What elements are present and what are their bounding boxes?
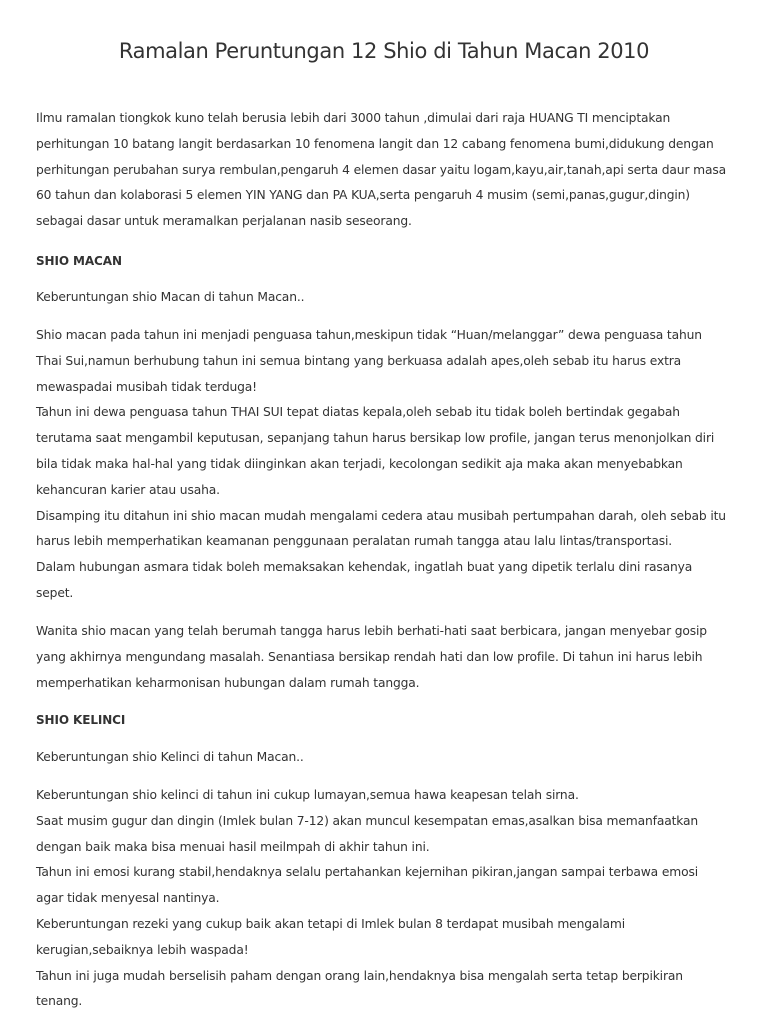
paragraph-line: Keberuntungan shio kelinci di tahun ini cukup lumayan,semua hawa keapesan telah sirna.	[36, 788, 579, 802]
paragraph-line: Keberuntungan rezeki yang cukup baik akan tetapi di Imlek bulan 8 terdapat musibah mengalami	[36, 916, 626, 931]
intro-paragraph	[36, 106, 736, 235]
paragraph-line: kerugian,sebaiknya lebih waspada!	[36, 942, 249, 957]
intro-line: perhitungan perubahan surya rembulan,pengaruh 4 elemen dasar yaitu logam,kayu,air,tanah,api serta daur masa	[36, 162, 726, 177]
paragraph-line: Thai Sui,namun berhubung tahun ini semua bintang yang berkuasa adalah apes,oleh sebab itu harus extra	[36, 353, 682, 368]
intro-line: sebagai dasar untuk meramalkan perjalanan nasib seseorang.	[36, 214, 412, 229]
intro-line: 60 tahun dan kolaborasi 5 elemen YIN YANG dan PA KUA,serta pengaruh 4 musim (semi,panas,gugur,dingin)	[36, 188, 690, 203]
paragraph-line: tenang.	[36, 994, 83, 1009]
section-heading-shio-kelinci: SHIO KELINCI	[36, 713, 126, 727]
shio-macan-paragraph-2	[36, 619, 736, 696]
paragraph-line: harus lebih memperhatikan keamanan penggunaan peralatan rumah tangga atau lalu lintas/transportasi.	[36, 534, 672, 549]
section-subtitle: Keberuntungan shio Macan di tahun Macan..	[36, 290, 305, 304]
intro-line: Ilmu ramalan tiongkok kuno telah berusia lebih dari 3000 tahun ,dimulai dari raja HUANG TI menciptakan	[36, 111, 671, 125]
paragraph-line: Wanita shio macan yang telah berumah tangga harus lebih berhati-hati saat berbicara, jangan menyebar gosip	[36, 624, 707, 638]
paragraph-line: agar tidak menyesal nantinya.	[36, 891, 220, 906]
paragraph-line: Tahun ini emosi kurang stabil,hendaknya selalu pertahankan kejernihan pikiran,jangan sampai terbawa emosi	[36, 865, 698, 880]
paragraph-line: dengan baik maka bisa menuai hasil meilmpah di akhir tahun ini.	[36, 839, 430, 854]
paragraph-line: Disamping itu ditahun ini shio macan mudah mengalami cedera atau musibah pertumpahan darah, oleh sebab itu	[36, 508, 726, 523]
paragraph-line: terutama saat mengambil keputusan, sepanjang tahun harus bersikap low profile, jangan terus menonjolkan diri	[36, 431, 715, 446]
paragraph-line: sepet.	[36, 585, 74, 600]
paragraph-line: bila tidak maka hal-hal yang tidak diinginkan akan terjadi, kecolongan sedikit aja maka akan menyebabkan	[36, 456, 683, 471]
section-subtitle: Keberuntungan shio Kelinci di tahun Macan..	[36, 750, 304, 764]
section-subtitle-shio-macan	[36, 285, 736, 311]
shio-kelinci-paragraph-1	[36, 783, 736, 1015]
paragraph-line: kehancuran karier atau usaha.	[36, 482, 220, 497]
paragraph-line: Dalam hubungan asmara tidak boleh memaksakan kehendak, ingatlah buat yang dipetik terlalu dini rasanya	[36, 560, 693, 575]
paragraph-line: Shio macan pada tahun ini menjadi penguasa tahun,meskipun tidak “Huan/melanggar” dewa penguasa tahun	[36, 328, 702, 342]
paragraph-line: mewaspadai musibah tidak terduga!	[36, 379, 257, 394]
document-title: Ramalan Peruntungan 12 Shio di Tahun Macan 2010	[118, 39, 650, 63]
intro-line: perhitungan 10 batang langit berdasarkan 10 fenomena langit dan 12 cabang fenomena bumi,didukung dengan	[36, 136, 714, 151]
paragraph-line: Tahun ini dewa penguasa tahun THAI SUI tepat diatas kepala,oleh sebab itu tidak boleh bertindak gegabah	[36, 405, 680, 420]
paragraph-line: Tahun ini juga mudah berselisih paham dengan orang lain,hendaknya bisa mengalah serta tetap berpikiran	[36, 968, 683, 983]
paragraph-line: Saat musim gugur dan dingin (Imlek bulan 7-12) akan muncul kesempatan emas,asalkan bisa memanfaatkan	[36, 813, 699, 828]
section-subtitle-shio-kelinci	[36, 745, 736, 771]
shio-macan-paragraph-1	[36, 323, 736, 607]
paragraph-line: memperhatikan keharmonisan hubungan dalam rumah tangga.	[36, 675, 420, 690]
paragraph-line: yang akhirnya mengundang masalah. Senantiasa bersikap rendah hati dan low profile. Di tahun ini harus lebih	[36, 649, 703, 664]
section-heading-shio-macan: SHIO MACAN	[36, 254, 122, 268]
